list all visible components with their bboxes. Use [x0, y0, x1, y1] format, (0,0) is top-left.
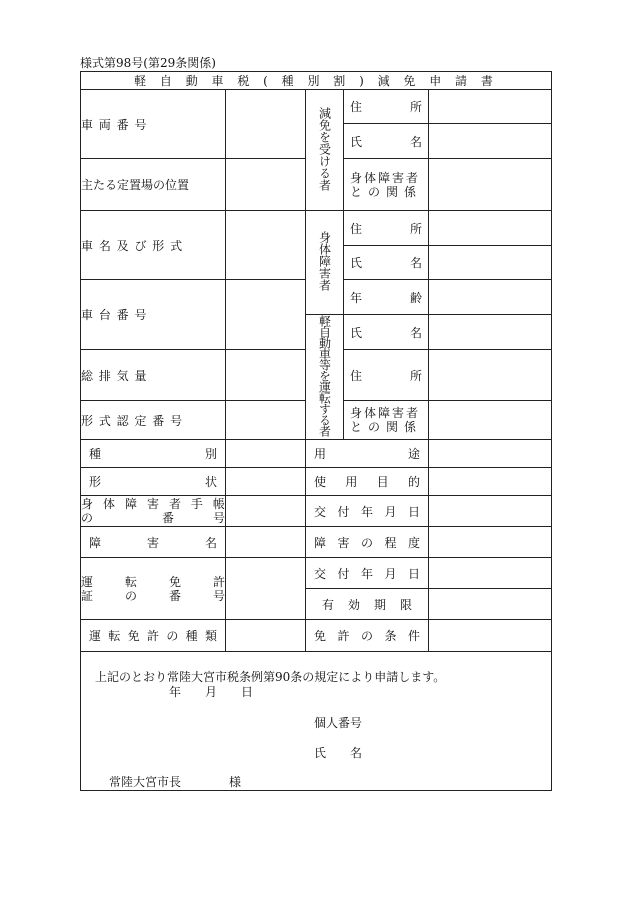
- handbook-issue-date-value[interactable]: [429, 496, 552, 527]
- applicant-name-signature: 氏 名: [314, 746, 363, 760]
- application-date[interactable]: 年 月 日: [169, 685, 254, 699]
- model-name-value[interactable]: [226, 211, 306, 280]
- type-cert-number-value[interactable]: [226, 401, 306, 440]
- model-name-label: 車 名 及 び 形 式: [81, 211, 226, 280]
- purpose-value[interactable]: [429, 440, 552, 468]
- usage-purpose-value[interactable]: [429, 468, 552, 496]
- license-conditions-value[interactable]: [429, 620, 552, 652]
- disability-degree-label: 障 害 の 程 度: [314, 535, 420, 550]
- plate-number-label: 車 両 番 号: [81, 90, 226, 159]
- declaration-statement: 上記のとおり常陸大宮市税条例第90条の規定により申請します。: [95, 670, 446, 684]
- disability-name-value[interactable]: [226, 527, 306, 558]
- license-issue-date-label: 交 付 年 月 日: [314, 566, 420, 581]
- plate-number-value[interactable]: [226, 90, 306, 159]
- license-kind-label: 運 転 免 許 の 種 類: [89, 629, 217, 643]
- kind-label: 種 別: [89, 447, 217, 461]
- addressee: 常陸大宮市長 様: [109, 775, 242, 789]
- applicant-relation-value[interactable]: [429, 159, 552, 211]
- chassis-number-value[interactable]: [226, 280, 306, 350]
- disabled-address-value[interactable]: [429, 211, 552, 246]
- personal-number-label: 個人番号: [314, 716, 363, 730]
- application-form-table: [80, 71, 552, 791]
- driver-address-value[interactable]: [429, 350, 552, 401]
- usage-purpose-label: 使 用 目 的: [314, 475, 420, 489]
- disabled-name-value[interactable]: [429, 246, 552, 280]
- disability-name-label: 障 害 名: [89, 535, 217, 550]
- license-number-value[interactable]: [226, 558, 306, 620]
- applicant-address-value[interactable]: [429, 90, 552, 124]
- shape-value[interactable]: [226, 468, 306, 496]
- applicant-relation-label: 身体障害者 との関係: [344, 159, 429, 211]
- driver-name-label: 氏 名: [350, 325, 422, 340]
- license-number-label: 運 転 免 許 証 の 番 号: [81, 558, 226, 620]
- license-issue-date-value[interactable]: [429, 558, 552, 589]
- driver-group-label: 軽自動車等を運転する者: [306, 315, 344, 440]
- storage-location-label: 主たる定置場の位置: [81, 159, 226, 211]
- kind-value[interactable]: [226, 440, 306, 468]
- disabled-age-label: 年 齢: [350, 290, 422, 305]
- handbook-number-value[interactable]: [226, 496, 306, 527]
- driver-relation-label: 身体障害者 との関係: [344, 401, 429, 440]
- disabled-age-value[interactable]: [429, 280, 552, 315]
- validity-period-value[interactable]: [429, 589, 552, 620]
- storage-location-value[interactable]: [226, 159, 306, 211]
- applicant-name-value[interactable]: [429, 124, 552, 159]
- disabled-name-label: 氏 名: [350, 256, 422, 270]
- declaration-area: [81, 652, 551, 790]
- license-kind-value[interactable]: [226, 620, 306, 652]
- driver-relation-value[interactable]: [429, 401, 552, 440]
- disabled-person-group-label: 身体障害者: [306, 211, 344, 315]
- purpose-label: 用 途: [314, 447, 420, 461]
- disabled-address-label: 住 所: [350, 221, 422, 236]
- shape-label: 形 状: [89, 475, 217, 489]
- type-cert-number-label: 形 式 認 定 番 号: [81, 401, 226, 440]
- applicant-address-label: 住 所: [350, 100, 422, 114]
- displacement-value[interactable]: [226, 350, 306, 401]
- applicant-group-label: 減免を受ける者: [306, 90, 344, 211]
- disability-degree-value[interactable]: [429, 527, 552, 558]
- driver-address-label: 住 所: [350, 368, 422, 383]
- license-conditions-label: 免 許 の 条 件: [314, 629, 420, 643]
- chassis-number-label: 車 台 番 号: [81, 280, 226, 350]
- form-number: 様式第98号(第29条関係): [80, 56, 216, 70]
- handbook-issue-date-label: 交 付 年 月 日: [314, 504, 420, 519]
- handbook-number-label: 身 体 障 害 者 手 帳 の 番 号: [81, 497, 225, 525]
- validity-period-label: 有 効 期 限: [322, 597, 412, 612]
- applicant-name-label: 氏 名: [350, 134, 422, 149]
- displacement-label: 総 排 気 量: [81, 350, 226, 401]
- driver-name-value[interactable]: [429, 315, 552, 350]
- form-title: 軽 自 動 車 税 ( 種 別 割 ) 減 免 申 請 書: [81, 72, 552, 90]
